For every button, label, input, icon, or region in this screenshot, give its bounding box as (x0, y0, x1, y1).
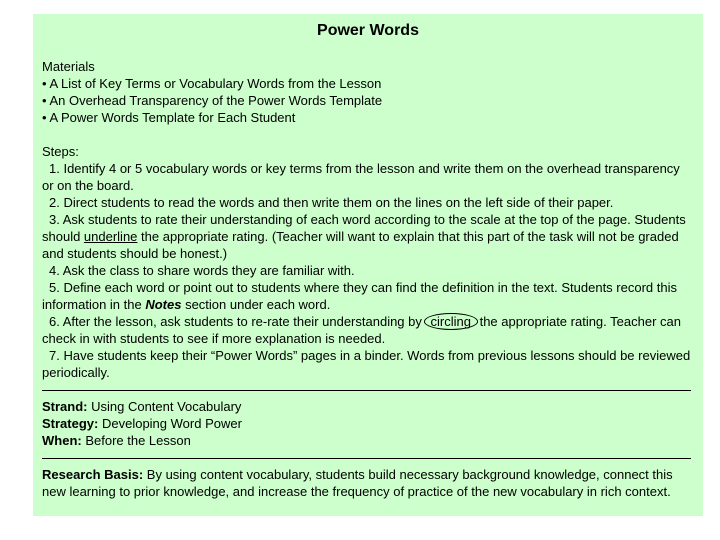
when-label: When: (42, 433, 82, 448)
research-section (42, 466, 694, 500)
power-words-card (33, 14, 703, 516)
materials-section (42, 58, 694, 126)
steps-heading: Steps: (42, 144, 79, 159)
step-4 (42, 262, 694, 279)
strand-label: Strand: (42, 399, 88, 414)
circled-word: circling (424, 313, 478, 330)
step-6 (42, 313, 694, 347)
step-5-text: 5. Define each word or point out to students where they can find the definition in the text. Students record this information in the (42, 280, 677, 312)
step-7-text: 7. Have students keep their “Power Words” pages in a binder. Words from previous lessons should be reviewed periodically. (42, 348, 691, 380)
step-5 (42, 279, 694, 313)
step-2 (42, 194, 694, 211)
step-3-text-end: the appropriate rating. (Teacher will want to explain that this part of the task will not be graded and students should be honest.) (42, 229, 679, 261)
strategy-line (42, 415, 694, 432)
research-label: Research Basis: (42, 467, 144, 482)
strategy-label: Strategy: (42, 416, 99, 431)
when-value: Before the Lesson (81, 433, 191, 448)
step-6-text: 6. After the lesson, ask students to re-rate their understanding by (49, 314, 426, 329)
when-line (42, 432, 694, 449)
divider (42, 390, 691, 391)
strand-value: Using Content Vocabulary (87, 399, 242, 414)
step-2-text: 2. Direct students to read the words and then write them on the lines on the left side of their paper. (49, 195, 614, 210)
step-1 (42, 160, 694, 194)
step-7 (42, 347, 694, 381)
step-5-text-end: section under each word. (181, 297, 331, 312)
underline-word: underline (83, 229, 138, 244)
strategy-value: Developing Word Power (98, 416, 242, 431)
materials-item: • A List of Key Terms or Vocabulary Words from the Lesson (42, 76, 382, 91)
step-3-text: 3. Ask students to rate their understanding of each word according to the scale at the top of the page. Students should (42, 212, 686, 244)
step-1-text: 1. Identify 4 or 5 vocabulary words or key terms from the lesson and write them on the overhead transparency or on the board. (42, 161, 680, 193)
meta-section (42, 398, 694, 449)
divider (42, 458, 691, 459)
page-title: Power Words (317, 22, 419, 39)
steps-section (42, 143, 694, 381)
step-3 (42, 211, 694, 262)
notes-word: Notes (145, 297, 182, 312)
step-4-text: 4. Ask the class to share words they are familiar with. (49, 263, 355, 278)
step-6-text-end: the appropriate rating. Teacher can check in with students to see if more explanation is needed. (42, 314, 681, 346)
research-text: By using content vocabulary, students build necessary background knowledge, connect this new learning to prior knowledge, and increase the frequency of practice of the new vocabulary in rich context. (42, 467, 673, 499)
strand-line (42, 398, 694, 415)
materials-heading: Materials (42, 59, 95, 74)
materials-item: • A Power Words Template for Each Student (42, 110, 296, 125)
materials-item: • An Overhead Transparency of the Power Words Template (42, 93, 383, 108)
